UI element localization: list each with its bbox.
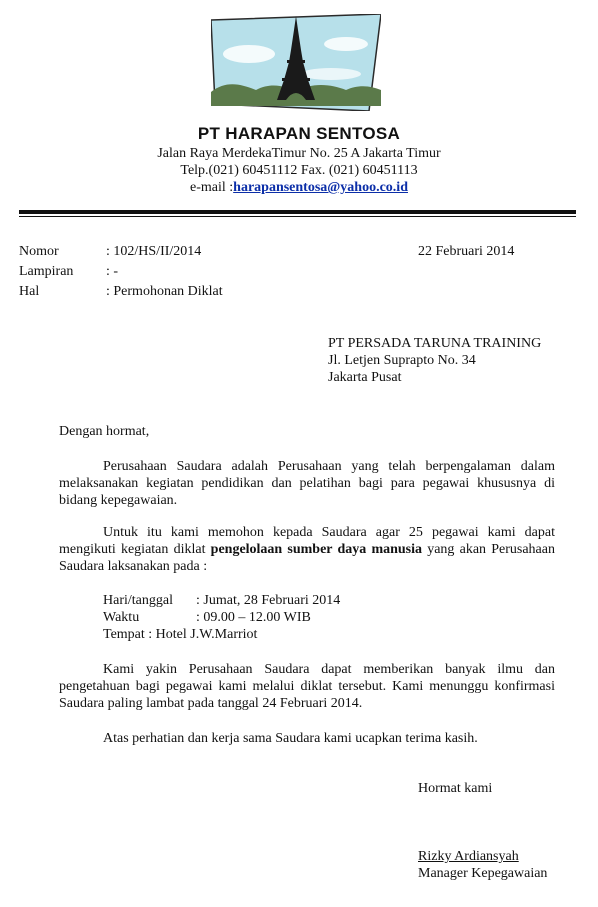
paragraph-2-emphasis: pengelolaan sumber daya manusia xyxy=(210,542,423,557)
schedule-time-value: : 09.00 – 12.00 WIB xyxy=(196,610,311,625)
company-address: Jalan Raya MerdekaTimur No. 25 A Jakarta Timur xyxy=(157,146,441,161)
schedule-place: Tempat : Hotel J.W.Marriot xyxy=(103,627,258,642)
nomor-value: : 102/HS/II/2014 xyxy=(106,244,202,259)
signer-name: Rizky Ardiansyah xyxy=(418,849,519,864)
signer-title: Manager Kepegawaian xyxy=(418,866,548,881)
nomor-label: Nomor xyxy=(19,244,59,259)
recipient-city: Jakarta Pusat xyxy=(328,370,402,385)
company-name: PT HARAPAN SENTOSA xyxy=(197,124,401,143)
paragraph-2-end: yang akan Perusahaan Saudara laksanakan pada : xyxy=(59,542,555,574)
header-rule-thick xyxy=(19,210,576,214)
paragraph-3 xyxy=(59,661,555,712)
header-rule-thin xyxy=(19,216,576,217)
letter-date: 22 Februari 2014 xyxy=(418,244,515,259)
hal-value: : Permohonan Diklat xyxy=(106,284,223,299)
paragraph-3-text: Kami yakin Perusahaan Saudara dapat memberikan banyak ilmu dan pengetahuan bagi pegawai kami melalui diklat tersebut. Kami menunggu konfirmasi Saudara paling lambat pada tanggal 24 Februari 2014. xyxy=(59,662,555,711)
hal-label: Hal xyxy=(19,284,40,299)
schedule-day-value: : Jumat, 28 Februari 2014 xyxy=(196,593,341,608)
recipient-street: Jl. Letjen Suprapto No. 34 xyxy=(328,353,476,368)
email-link[interactable]: harapansentosa@yahoo.co.id xyxy=(233,180,408,195)
company-phone-fax: Telp.(021) 60451112 Fax. (021) 60451113 xyxy=(180,163,418,178)
lampiran-label: Lampiran xyxy=(19,264,74,279)
paragraph-1 xyxy=(59,458,555,509)
paragraph-4: Atas perhatian dan kerja sama Saudara kami ucapkan terima kasih. xyxy=(103,731,478,746)
paragraph-1-text: Perusahaan Saudara adalah Perusahaan yang telah berpengalaman dalam melaksanakan kegiatan pendidikan dan pelatihan bagi para pegawai khususnya di bidang kepegawaian. xyxy=(59,459,555,508)
company-email-line xyxy=(0,180,598,196)
email-label: e-mail : xyxy=(190,180,234,195)
paragraph-2-start: Untuk itu kami memohon kepada Saudara agar 25 pegawai kami dapat mengikuti kegiatan diklat xyxy=(59,525,555,557)
lampiran-value: : - xyxy=(106,264,119,279)
eiffel-tower-logo xyxy=(211,14,381,111)
recipient-name: PT PERSADA TARUNA TRAINING xyxy=(328,336,542,351)
schedule-time-label: Waktu xyxy=(103,610,140,625)
schedule-day-label: Hari/tanggal xyxy=(103,593,173,608)
greeting: Dengan hormat, xyxy=(59,424,150,439)
paragraph-2 xyxy=(59,524,555,575)
closing-salutation: Hormat kami xyxy=(418,781,493,796)
